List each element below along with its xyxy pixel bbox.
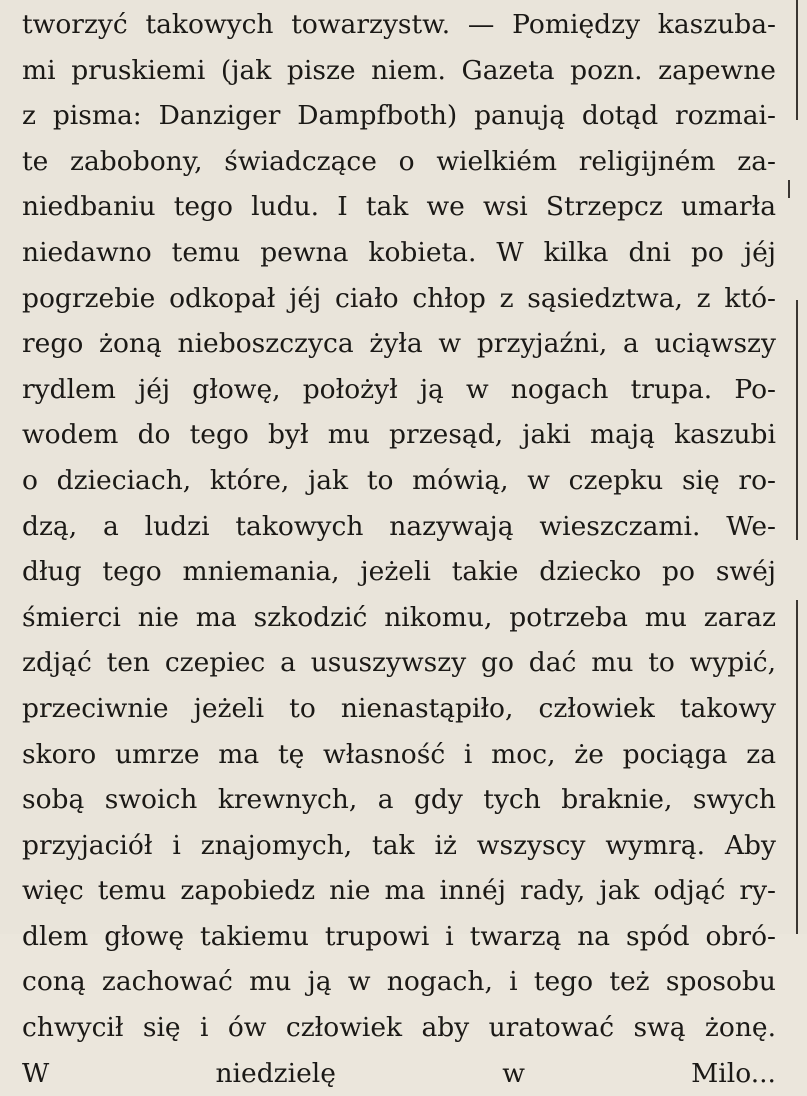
margin-mark [788, 180, 790, 198]
text-line: zdjąć ten czepiec a ususzywszy go dać mu to wypić, [22, 647, 776, 679]
column-rule [796, 600, 798, 934]
text-line: sobą swoich krewnych, a gdy tych braknie, swych [22, 784, 776, 816]
text-line: coną zachować mu ją w nogach, i tego też sposobu [22, 966, 776, 998]
text-line: przeciwnie jeżeli to nienastąpiło, człowiek takowy [22, 692, 776, 724]
text-line: o dzieciach, które, jak to mówią, w czepku się ro- [22, 464, 776, 496]
text-line: wodem do tego był mu przesąd, jaki mają kaszubi [22, 419, 776, 451]
text-line: śmierci nie ma szkodzić nikomu, potrzeba mu zaraz [22, 601, 776, 633]
text-line: przyjaciół i znajomych, tak iż wszyscy wymrą. Aby [22, 829, 776, 861]
text-line: więc temu zapobiedz nie ma innéj rady, jak odjąć ry- [22, 875, 776, 907]
text-line-cut-off: W niedzielę w Milo... [22, 1057, 776, 1089]
text-line: niedawno temu pewna kobieta. W kilka dni po jéj [22, 236, 776, 268]
text-line: te zabobony, świadczące o wielkiém religijném za- [22, 145, 776, 177]
text-line: skoro umrze ma tę własność i moc, że pociąga za [22, 738, 776, 770]
column-rule [796, 300, 798, 540]
column-rule [796, 0, 798, 120]
text-line: rydlem jéj głowę, położył ją w nogach trupa. Po- [22, 373, 776, 405]
text-line: chwycił się i ów człowiek aby uratować swą żonę. [22, 1012, 776, 1044]
text-line: dług tego mniemania, jeżeli takie dziecko po swéj [22, 556, 776, 588]
text-line: dlem głowę takiemu trupowi i twarzą na spód obró- [22, 920, 776, 952]
text-line: pogrzebie odkopał jéj ciało chłop z sąsiedztwa, z któ- [22, 282, 776, 314]
text-line: dzą, a ludzi takowych nazywają wieszczami. We- [22, 510, 776, 542]
text-line: z pisma: Danziger Dampfboth) panują dotąd rozmai- [22, 100, 776, 132]
text-line: mi pruskiemi (jak pisze niem. Gazeta pozn. zapewne [22, 54, 776, 86]
text-line: tworzyć takowych towarzystw. — Pomiędzy kaszuba- [22, 9, 776, 40]
text-line: rego żoną nieboszczyca żyła w przyjaźni, a uciąwszy [22, 328, 776, 360]
text-column [22, 2, 776, 1089]
text-line: niedbaniu tego ludu. I tak we wsi Strzepcz umarła [22, 191, 776, 223]
